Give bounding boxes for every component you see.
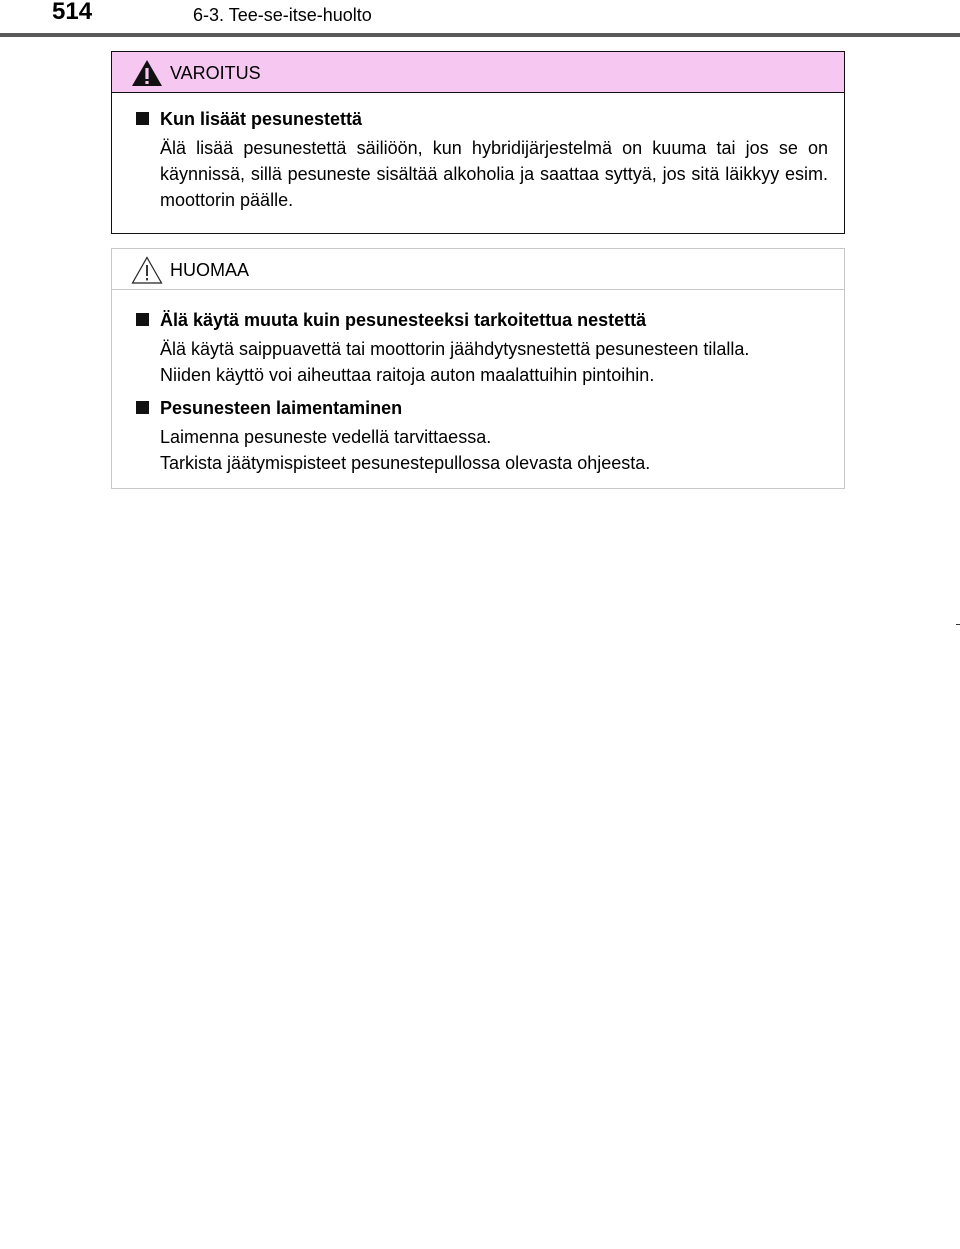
page-number: 514 — [52, 0, 93, 25]
section-title: 6-3. Tee-se-itse-huolto — [193, 5, 372, 25]
square-bullet-icon — [136, 313, 149, 326]
notice-label: HUOMAA — [170, 260, 250, 280]
notice-body — [112, 290, 844, 476]
warning-box — [111, 51, 845, 234]
page-header — [0, 0, 960, 36]
notice-box — [111, 248, 845, 489]
item-text-line: Laimenna pesuneste vedellä tarvittaessa. — [160, 427, 492, 447]
square-bullet-icon — [136, 112, 149, 125]
square-bullet-icon — [136, 401, 149, 414]
item-text-line: Älä käytä saippuavettä tai moottorin jäähdytysnestettä pesunesteen tilalla. — [160, 339, 750, 359]
header-divider — [0, 33, 960, 37]
warning-item — [136, 107, 828, 213]
item-heading — [136, 396, 828, 420]
item-heading-text: Pesunesteen laimentaminen — [160, 398, 403, 418]
caution-triangle-outline-icon — [130, 255, 164, 285]
item-heading-text: Älä käytä muuta kuin pesunesteeksi tarkoitettua nestettä — [160, 310, 647, 330]
item-text-line: Niiden käyttö voi aiheuttaa raitoja auton maalattuihin pintoihin. — [160, 365, 655, 385]
item-heading — [136, 107, 828, 131]
edge-mark — [956, 624, 960, 625]
warning-body — [112, 93, 844, 213]
notice-item — [136, 396, 828, 476]
warning-triangle-icon — [130, 58, 164, 88]
notice-header — [112, 249, 844, 290]
item-text: Älä lisää pesunestettä säiliöön, kun hybridijärjestelmä on kuuma tai jos se on käynnissä, sillä pesuneste sisältää alkoholia ja saattaa syttyä, jos sitä läikkyy esim. moottorin päälle. — [160, 138, 828, 210]
item-heading — [136, 308, 828, 332]
item-heading-text: Kun lisäät pesunestettä — [160, 109, 363, 129]
notice-item — [136, 308, 828, 388]
item-text-line: Tarkista jäätymispisteet pesunestepullossa olevasta ohjeesta. — [160, 453, 651, 473]
warning-label: VAROITUS — [170, 63, 261, 83]
warning-header — [112, 52, 844, 93]
